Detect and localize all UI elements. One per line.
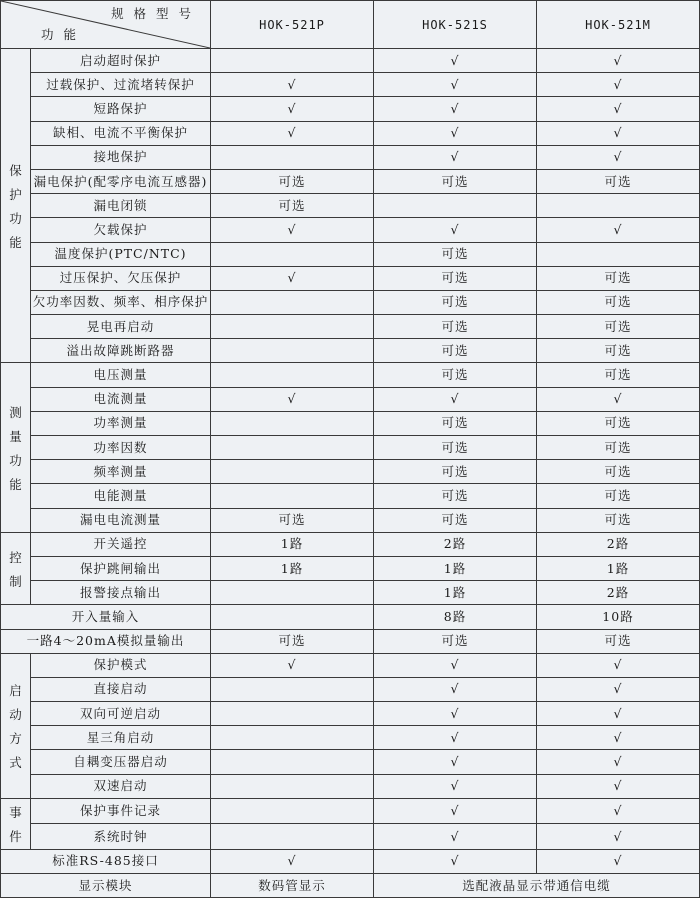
group-label-cell <box>1 532 31 605</box>
value-cell-s: √ <box>374 387 537 411</box>
table-row <box>1 849 700 873</box>
value-cell-m: √ <box>537 653 700 677</box>
table-row <box>1 411 700 435</box>
value-cell-s: 2路 <box>374 532 537 556</box>
table-row <box>1 581 700 605</box>
group-label: 启 动 方 式 <box>9 682 22 770</box>
value-cell-m: 可选 <box>537 363 700 387</box>
value-cell-m: √ <box>537 387 700 411</box>
feature-label: 功率因数 <box>31 436 211 460</box>
value-cell-m: 2路 <box>537 581 700 605</box>
value-cell-p <box>211 824 374 850</box>
value-cell-p: 1路 <box>211 532 374 556</box>
group-label: 事 件 <box>9 804 22 844</box>
value-cell-p <box>211 677 374 701</box>
feature-label: 接地保护 <box>31 145 211 169</box>
feature-label: 双速启动 <box>31 774 211 798</box>
value-cell-s: 可选 <box>374 169 537 193</box>
table-row <box>1 145 700 169</box>
table-row <box>1 460 700 484</box>
group-label: 测 量 功 能 <box>9 404 22 492</box>
feature-label: 双向可逆启动 <box>31 702 211 726</box>
table-row <box>1 339 700 363</box>
value-cell-sm: 选配液晶显示带通信电缆 <box>374 874 700 898</box>
feature-label: 报警接点输出 <box>31 581 211 605</box>
group-label-cell <box>1 49 31 363</box>
spec-label: 规 格 型 号 <box>111 6 194 21</box>
feature-label: 电流测量 <box>31 387 211 411</box>
value-cell-p <box>211 726 374 750</box>
value-cell-p: √ <box>211 266 374 290</box>
value-cell-m: 可选 <box>537 629 700 653</box>
header-row <box>1 1 700 49</box>
table-row <box>1 315 700 339</box>
value-cell-m: √ <box>537 49 700 73</box>
value-cell-s: 可选 <box>374 411 537 435</box>
feature-label: 漏电闭锁 <box>31 194 211 218</box>
value-cell-s: 可选 <box>374 363 537 387</box>
value-cell-s: √ <box>374 677 537 701</box>
table-row <box>1 121 700 145</box>
value-cell-p <box>211 581 374 605</box>
feature-label: 开入量输入 <box>1 605 211 629</box>
table-row <box>1 677 700 701</box>
table-row <box>1 363 700 387</box>
value-cell-p: 数码管显示 <box>211 874 374 898</box>
value-cell-p <box>211 242 374 266</box>
table-row <box>1 387 700 411</box>
value-cell-s: √ <box>374 653 537 677</box>
value-cell-p <box>211 774 374 798</box>
model-header-m: HOK-521M <box>537 1 700 49</box>
value-cell-m <box>537 194 700 218</box>
value-cell-p <box>211 436 374 460</box>
value-cell-m: 可选 <box>537 266 700 290</box>
value-cell-s: √ <box>374 145 537 169</box>
feature-label: 一路4～20mA模拟量输出 <box>1 629 211 653</box>
table-row <box>1 702 700 726</box>
value-cell-p: 可选 <box>211 194 374 218</box>
value-cell-p <box>211 605 374 629</box>
value-cell-p: √ <box>211 97 374 121</box>
value-cell-p: 可选 <box>211 508 374 532</box>
value-cell-p <box>211 460 374 484</box>
value-cell-p <box>211 750 374 774</box>
model-header-s: HOK-521S <box>374 1 537 49</box>
feature-label: 电压测量 <box>31 363 211 387</box>
feature-label: 保护模式 <box>31 653 211 677</box>
value-cell-m: √ <box>537 824 700 850</box>
value-cell-s: √ <box>374 750 537 774</box>
value-cell-s: 8路 <box>374 605 537 629</box>
value-cell-p <box>211 363 374 387</box>
feature-label: 溢出故障跳断路器 <box>31 339 211 363</box>
table-row <box>1 49 700 73</box>
group-label-cell <box>1 653 31 798</box>
value-cell-m: √ <box>537 774 700 798</box>
table-row <box>1 242 700 266</box>
table-row <box>1 653 700 677</box>
group-label-cell <box>1 363 31 532</box>
value-cell-m: √ <box>537 726 700 750</box>
feature-label: 系统时钟 <box>31 824 211 850</box>
value-cell-m: √ <box>537 849 700 873</box>
value-cell-m: 可选 <box>537 460 700 484</box>
table-row <box>1 874 700 898</box>
table-row <box>1 73 700 97</box>
value-cell-p <box>211 411 374 435</box>
value-cell-m: 可选 <box>537 436 700 460</box>
value-cell-m: 可选 <box>537 411 700 435</box>
table-row <box>1 629 700 653</box>
feature-label: 欠功率因数、频率、相序保护 <box>31 290 211 314</box>
value-cell-m: 可选 <box>537 339 700 363</box>
value-cell-s: 可选 <box>374 436 537 460</box>
value-cell-s: √ <box>374 774 537 798</box>
value-cell-s: 可选 <box>374 629 537 653</box>
value-cell-m: 可选 <box>537 315 700 339</box>
value-cell-p: 可选 <box>211 169 374 193</box>
feature-label: 电能测量 <box>31 484 211 508</box>
value-cell-p: √ <box>211 218 374 242</box>
value-cell-s: 可选 <box>374 460 537 484</box>
feature-label: 过载保护、过流堵转保护 <box>31 73 211 97</box>
value-cell-m: 10路 <box>537 605 700 629</box>
feature-label: 欠载保护 <box>31 218 211 242</box>
table-row <box>1 508 700 532</box>
value-cell-s: √ <box>374 218 537 242</box>
value-cell-m: √ <box>537 798 700 824</box>
group-label-cell <box>1 798 31 849</box>
table-row <box>1 194 700 218</box>
value-cell-s: 可选 <box>374 242 537 266</box>
value-cell-s: √ <box>374 702 537 726</box>
feature-label: 漏电电流测量 <box>31 508 211 532</box>
value-cell-s: 可选 <box>374 290 537 314</box>
table-row <box>1 266 700 290</box>
feature-label: 功率测量 <box>31 411 211 435</box>
table-row <box>1 436 700 460</box>
feature-label: 星三角启动 <box>31 726 211 750</box>
value-cell-m: √ <box>537 97 700 121</box>
value-cell-p: √ <box>211 653 374 677</box>
value-cell-m: 可选 <box>537 508 700 532</box>
feature-label: 直接启动 <box>31 677 211 701</box>
feature-label: 保护跳闸输出 <box>31 556 211 580</box>
table-row <box>1 532 700 556</box>
table-row <box>1 218 700 242</box>
feature-label: 开关遥控 <box>31 532 211 556</box>
feature-label: 漏电保护(配零序电流互感器) <box>31 169 211 193</box>
group-label: 保 护 功 能 <box>9 162 22 250</box>
model-header-p: HOK-521P <box>211 1 374 49</box>
value-cell-s: √ <box>374 726 537 750</box>
table-row <box>1 97 700 121</box>
value-cell-p: √ <box>211 849 374 873</box>
value-cell-m: 可选 <box>537 169 700 193</box>
value-cell-m: √ <box>537 702 700 726</box>
value-cell-s: √ <box>374 798 537 824</box>
value-cell-p: √ <box>211 121 374 145</box>
table-row <box>1 750 700 774</box>
corner-header-cell <box>1 1 211 49</box>
value-cell-m: 2路 <box>537 532 700 556</box>
table-row <box>1 290 700 314</box>
feature-label: 晃电再启动 <box>31 315 211 339</box>
table-row <box>1 798 700 824</box>
function-label: 功 能 <box>41 27 79 42</box>
value-cell-s <box>374 194 537 218</box>
value-cell-s: 可选 <box>374 315 537 339</box>
feature-label: 过压保护、欠压保护 <box>31 266 211 290</box>
value-cell-s: 可选 <box>374 339 537 363</box>
feature-label: 频率测量 <box>31 460 211 484</box>
feature-label: 标准RS-485接口 <box>1 849 211 873</box>
value-cell-m: 可选 <box>537 290 700 314</box>
table-row <box>1 484 700 508</box>
feature-label: 短路保护 <box>31 97 211 121</box>
value-cell-m: √ <box>537 121 700 145</box>
feature-label: 温度保护(PTC/NTC) <box>31 242 211 266</box>
value-cell-m: √ <box>537 750 700 774</box>
value-cell-m: √ <box>537 677 700 701</box>
value-cell-p: 可选 <box>211 629 374 653</box>
value-cell-s: √ <box>374 824 537 850</box>
table-row <box>1 556 700 580</box>
value-cell-p <box>211 145 374 169</box>
table-row <box>1 169 700 193</box>
value-cell-s: 可选 <box>374 266 537 290</box>
value-cell-m: √ <box>537 218 700 242</box>
value-cell-p <box>211 798 374 824</box>
feature-label: 自耦变压器启动 <box>31 750 211 774</box>
value-cell-p <box>211 702 374 726</box>
value-cell-s: 可选 <box>374 484 537 508</box>
group-label: 控 制 <box>9 549 22 589</box>
feature-label: 显示模块 <box>1 874 211 898</box>
table-row <box>1 605 700 629</box>
value-cell-s: √ <box>374 73 537 97</box>
value-cell-p <box>211 290 374 314</box>
value-cell-s: 1路 <box>374 581 537 605</box>
value-cell-s: √ <box>374 97 537 121</box>
value-cell-p: √ <box>211 73 374 97</box>
value-cell-s: 可选 <box>374 508 537 532</box>
value-cell-m: 1路 <box>537 556 700 580</box>
value-cell-s: 1路 <box>374 556 537 580</box>
spec-table-body <box>1 1 700 898</box>
value-cell-s: √ <box>374 121 537 145</box>
table-row <box>1 774 700 798</box>
value-cell-m: √ <box>537 145 700 169</box>
value-cell-s: √ <box>374 49 537 73</box>
value-cell-p: 1路 <box>211 556 374 580</box>
feature-label: 缺相、电流不平衡保护 <box>31 121 211 145</box>
value-cell-p <box>211 315 374 339</box>
table-row <box>1 824 700 850</box>
value-cell-m: 可选 <box>537 484 700 508</box>
value-cell-p: √ <box>211 387 374 411</box>
value-cell-m <box>537 242 700 266</box>
value-cell-p <box>211 339 374 363</box>
value-cell-p <box>211 484 374 508</box>
value-cell-m: √ <box>537 73 700 97</box>
feature-label: 保护事件记录 <box>31 798 211 824</box>
value-cell-p <box>211 49 374 73</box>
feature-label: 启动超时保护 <box>31 49 211 73</box>
table-row <box>1 726 700 750</box>
value-cell-s: √ <box>374 849 537 873</box>
